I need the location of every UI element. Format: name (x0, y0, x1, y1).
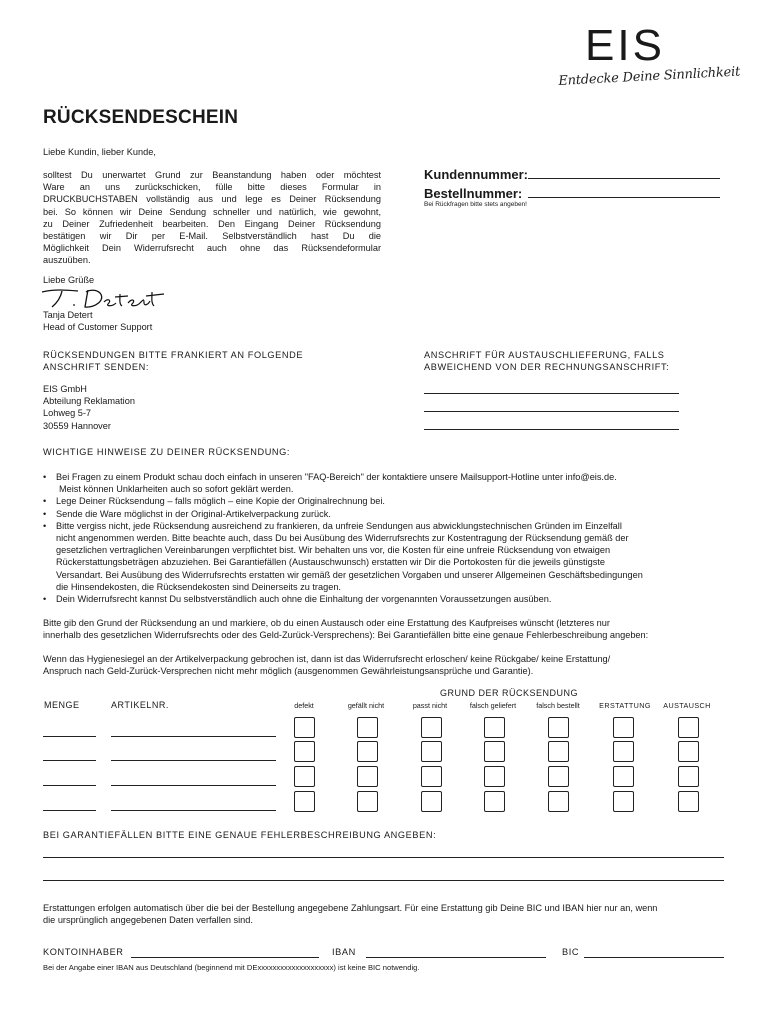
list-item (43, 593, 733, 605)
reason-checkbox-6[interactable] (613, 717, 634, 738)
reason-checkbox-3[interactable] (421, 741, 442, 762)
reason-checkbox-2[interactable] (357, 791, 378, 812)
intro-line: DRUCKBUCHSTABEN vollständig aus und lege es Deiner Rücksendung (43, 194, 381, 205)
iban-field[interactable] (366, 957, 546, 958)
address-line: 30559 Hannover (43, 420, 111, 431)
reason-paragraph (43, 617, 733, 641)
reason-checkbox-3[interactable] (421, 717, 442, 738)
reason-checkbox-5[interactable] (548, 766, 569, 787)
paragraph-line: die ursprünglich angegebenen Daten verfallen sind. (43, 915, 253, 926)
reason-checkbox-6[interactable] (613, 766, 634, 787)
account-holder-label: KONTOINHABER (43, 947, 124, 957)
hygiene-paragraph (43, 653, 733, 677)
signer-role: Head of Customer Support (43, 322, 153, 333)
iban-note: Bei der Angabe einer IBAN aus Deutschland (beginnend mit DExxxxxxxxxxxxxxxxxxxx) ist keine BIC notwendig. (43, 963, 420, 972)
intro-paragraph (43, 169, 381, 267)
reason-checkbox-4[interactable] (484, 717, 505, 738)
note-line: • Lege Deiner Rücksendung – falls möglich – eine Kopie der Originalrechnung bei. (56, 496, 385, 507)
exchange-address-title (424, 349, 724, 373)
note-line: • Dein Widerrufsrecht kannst Du selbstverständlich auch ohne die Einhaltung der vorgenannten Voraussetzungen ausüben. (56, 594, 552, 605)
article-number-field[interactable] (111, 785, 276, 786)
signer-block (43, 309, 152, 333)
signer-name: Tanja Detert (43, 310, 93, 320)
note-line: • Bei Fragen zu einem Produkt schau doch einfach in unseren "FAQ-Bereich" der kontaktiere unsere Mailsupport-Hotline unter info@eis.de. (56, 472, 617, 482)
reason-checkbox-6[interactable] (613, 791, 634, 812)
intro-line: auszuüben. (43, 255, 91, 266)
address-line: Abteilung Reklamation (43, 396, 135, 407)
regards-text: Liebe Grüße (43, 275, 95, 285)
paragraph-line: Anspruch nach Geld-Zurück-Versprechen nicht mehr möglich (ausgenommen Gewährleistungsansprüche und Garantie). (43, 666, 534, 677)
note-line: Rückerstattungsbeträgen abzuziehen. Bei Garantiefällen (Austauschwunsch) erstatten wir Dir die Portokosten für die jeweils günstigste (56, 557, 605, 568)
reason-checkbox-2[interactable] (357, 766, 378, 787)
notes-list (43, 471, 733, 605)
exchange-address-field[interactable] (424, 429, 679, 430)
reason-checkbox-5[interactable] (548, 741, 569, 762)
intro-line: zu Deiner Zufriedenheit bearbeiten. Den Eingang Deiner Rücksendung (43, 218, 381, 229)
note-line: Versandart. Bei Ausübung des Widerrufsrechts erstatten wir gemäß der gesetzlichen Vorgaben und unserer Allgemeinen Geschäftsbedingungen (56, 569, 643, 580)
reason-header-wrong-delivery: falsch geliefert (469, 701, 517, 710)
reason-checkbox-7[interactable] (678, 766, 699, 787)
reason-checkbox-2[interactable] (357, 741, 378, 762)
quantity-field[interactable] (43, 785, 96, 786)
note-line: nicht angenommen werden. Bitte beachte auch, dass Du bei Ausübung des Widerrufsrechts zur Kostentragung der Rücksendung gemäß der (56, 533, 629, 544)
reason-checkbox-7[interactable] (678, 791, 699, 812)
return-address (43, 383, 135, 432)
reason-checkbox-1[interactable] (294, 741, 315, 762)
exchange-address-title-line: ABWEICHEND VON DER RECHNUNGSANSCHRIFT: (424, 362, 670, 373)
brand-logo: EIS (585, 21, 665, 70)
reason-header-wrong-order: falsch bestellt (536, 701, 580, 710)
greeting-text: Liebe Kundin, lieber Kunde, (43, 147, 156, 157)
paragraph-line: Erstattungen erfolgen automatisch über die bei der Bestellung angegebene Zahlungsart. Für eine Erstattung gib Deine BIC und IBAN hier nur an, wenn (43, 903, 658, 913)
note-line: Meist können Unklarheiten auch so sofort geklärt werden. (59, 484, 294, 495)
intro-line: bestätigen wir Dir per E-Mail. Selbstverständlich hast Du die (43, 231, 381, 242)
exchange-address-title-line: ANSCHRIFT FÜR AUSTAUSCHLIEFERUNG, FALLS (424, 350, 665, 360)
bic-label: BIC (562, 947, 580, 957)
note-line: gesetzlichen vertraglichen Vereinbarungen verpflichtet bist. Wir behalten uns vor, die Kosten für eine unfreie Rücksendung von etwaigen (56, 545, 611, 556)
reason-checkbox-1[interactable] (294, 717, 315, 738)
paragraph-line: Bitte gib den Grund der Rücksendung an und markiere, ob du einen Austausch oder eine Erstattung des Kaufpreises wünscht (letzteres nur (43, 618, 610, 628)
reason-header-dislike: gefällt nicht (347, 701, 385, 710)
quantity-column-header: MENGE (44, 700, 80, 710)
paragraph-line: innerhalb des gesetzlichen Widerrufsrechts oder des Geld-Zurück-Versprechens): Bei Garantiefällen bitte eine genaue Fehlerbeschreibung angeben: (43, 630, 649, 641)
reason-group-title: GRUND DER RÜCKSENDUNG (440, 688, 579, 698)
address-line: EIS GmbH (43, 384, 87, 394)
handwritten-signature (40, 286, 170, 310)
intro-line: bei. So können wir Deine Sendung schneller und natürlich, wie gewohnt, (43, 206, 381, 217)
note-line: • Bitte vergiss nicht, jede Rücksendung ausreichend zu frankieren, da unfreie Sendungen aus abwicklungstechnischen Gründen im Einzelfall (56, 520, 622, 531)
inquiry-hint: Bei Rückfragen bitte stets angeben! (424, 201, 527, 208)
account-holder-field[interactable] (131, 957, 319, 958)
reason-header-not-fitting: passt nicht (412, 701, 448, 710)
defect-description-title: BEI GARANTIEFÄLLEN BITTE EINE GENAUE FEHLERBESCHREIBUNG ANGEBEN: (43, 830, 437, 840)
paragraph-line: Wenn das Hygienesiegel an der Artikelverpackung gebrochen ist, dann ist das Widerrufsrecht erloschen/ keine Rückgabe/ keine Erstattung/ (43, 654, 611, 664)
article-column-header: ARTIKELNR. (111, 700, 169, 710)
address-line: Lohweg 5-7 (43, 408, 92, 419)
reason-checkbox-3[interactable] (421, 766, 442, 787)
defect-description-field[interactable] (43, 880, 724, 881)
quantity-field[interactable] (43, 736, 96, 737)
quantity-field[interactable] (43, 760, 96, 761)
reason-checkbox-7[interactable] (678, 741, 699, 762)
customer-number-label: Kundennummer: (424, 167, 528, 182)
list-item (43, 520, 733, 593)
reason-checkbox-4[interactable] (484, 791, 505, 812)
reason-header-defect: defekt (294, 701, 314, 710)
note-line: die Hinsendekosten, die Rücksendekosten sind Deinerseits zu tragen. (56, 581, 341, 592)
intro-line: solltest Du unerwartet Grund zur Beanstandung haben oder möchtest (43, 170, 381, 180)
reason-checkbox-5[interactable] (548, 717, 569, 738)
list-item (43, 471, 733, 495)
brand-tagline: Entdecke Deine Sinnlichkeit (558, 64, 741, 89)
page-title: RÜCKSENDESCHEIN (43, 107, 239, 128)
intro-line: Ware an uns zurückschicken, fülle bitte dieses Formular in (43, 182, 381, 193)
article-number-field[interactable] (111, 760, 276, 761)
reason-checkbox-3[interactable] (421, 791, 442, 812)
reason-checkbox-1[interactable] (294, 766, 315, 787)
bic-field[interactable] (584, 957, 724, 958)
notes-title: WICHTIGE HINWEISE ZU DEINER RÜCKSENDUNG: (43, 447, 291, 457)
quantity-field[interactable] (43, 810, 96, 811)
reason-checkbox-5[interactable] (548, 791, 569, 812)
refund-paragraph (43, 902, 733, 926)
list-item (43, 508, 733, 520)
reason-checkbox-1[interactable] (294, 791, 315, 812)
reason-checkbox-7[interactable] (678, 717, 699, 738)
list-item (43, 495, 733, 507)
exchange-address-field[interactable] (424, 411, 679, 412)
order-number-field[interactable] (528, 197, 720, 198)
reason-header-refund: ERSTATTUNG (599, 701, 651, 710)
reason-checkbox-4[interactable] (484, 741, 505, 762)
intro-line: Möglichkeit Dein Widerrufsrecht auch ohne das Rücksendeformular (43, 243, 381, 254)
note-line: • Sende die Ware möglichst in der Original-Artikelverpackung zurück. (56, 508, 331, 519)
iban-label: IBAN (332, 947, 356, 957)
return-address-title-line: RÜCKSENDUNGEN BITTE FRANKIERT AN FOLGENDE (43, 350, 304, 360)
defect-description-field[interactable] (43, 857, 724, 858)
return-address-title-line: ANSCHRIFT SENDEN: (43, 362, 149, 373)
return-address-title (43, 349, 343, 373)
order-number-label: Bestellnummer: (424, 186, 523, 201)
article-number-field[interactable] (111, 810, 276, 811)
reason-checkbox-2[interactable] (357, 717, 378, 738)
exchange-address-field[interactable] (424, 393, 679, 394)
article-number-field[interactable] (111, 736, 276, 737)
reason-checkbox-4[interactable] (484, 766, 505, 787)
reason-header-exchange: AUSTAUSCH (663, 701, 711, 710)
customer-number-field[interactable] (528, 178, 720, 179)
reason-checkbox-6[interactable] (613, 741, 634, 762)
